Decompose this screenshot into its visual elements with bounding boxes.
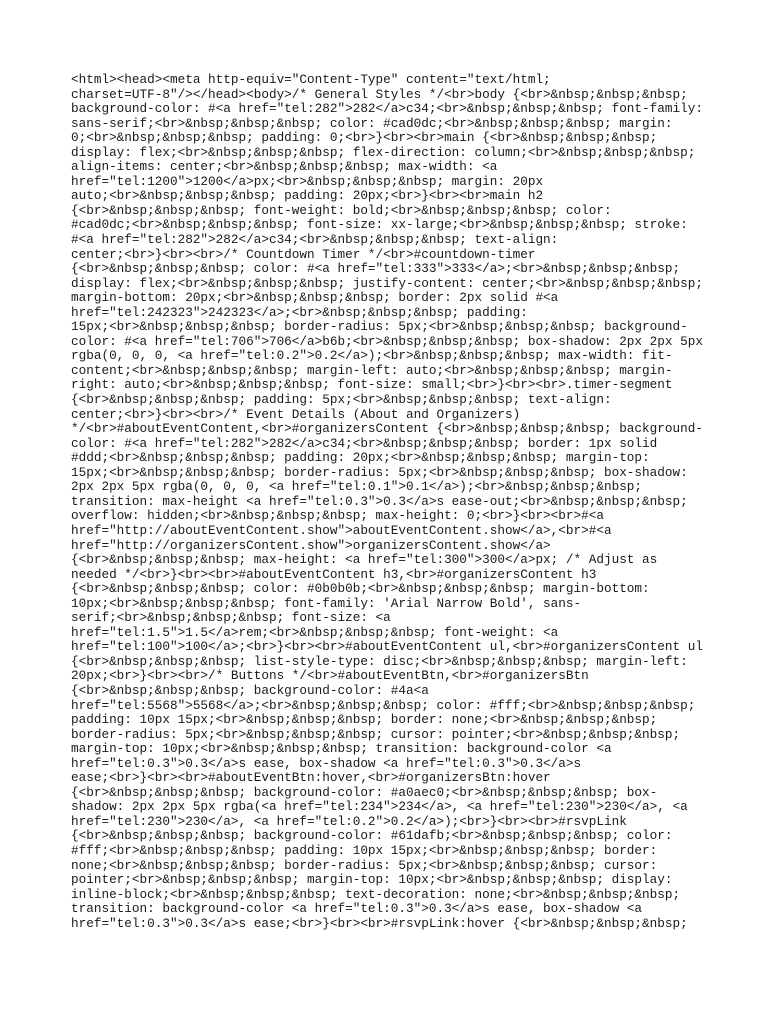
code-line: href="tel:0.3">0.3</a>s ease;<br>}<br><br>#rsvpLink:hover {<br>&nbsp;&nbsp;&nbsp; <box>71 915 688 931</box>
code-line: inline-block;<br>&nbsp;&nbsp;&nbsp; text-decoration: none;<br>&nbsp;&nbsp;&nbsp; <box>71 886 681 902</box>
code-line: right: auto;<br>&nbsp;&nbsp;&nbsp; font-size: small;<br>}<br><br>.timer-segment <box>71 377 673 393</box>
code-line: href="tel:100">100</a>;<br>}<br><br>#aboutEventContent ul,<br>#organizersContent ul <box>71 639 703 655</box>
code-line: {<br>&nbsp;&nbsp;&nbsp; background-color: #61dafb;<br>&nbsp;&nbsp;&nbsp; color: <box>71 828 673 844</box>
code-line: shadow: 2px 2px 5px rgba(<a href="tel:234">234</a>, <a href="tel:230">230</a>, <a <box>71 799 688 815</box>
code-line: content;<br>&nbsp;&nbsp;&nbsp; margin-left: auto;<br>&nbsp;&nbsp;&nbsp; margin- <box>71 362 673 378</box>
code-line: {<br>&nbsp;&nbsp;&nbsp; list-style-type: disc;<br>&nbsp;&nbsp;&nbsp; margin-left: <box>71 653 688 669</box>
code-line: transition: max-height <a href="tel:0.3">0.3</a>s ease-out;<br>&nbsp;&nbsp;&nbsp; <box>71 493 688 509</box>
code-line: pointer;<br>&nbsp;&nbsp;&nbsp; margin-top: 10px;<br>&nbsp;&nbsp;&nbsp; display: <box>71 872 673 888</box>
code-line: {<br>&nbsp;&nbsp;&nbsp; color: #0b0b0b;<br>&nbsp;&nbsp;&nbsp; margin-bottom: <box>71 581 650 597</box>
code-line: href="http://aboutEventContent.show">aboutEventContent.show</a>,<br>#<a <box>71 522 612 538</box>
code-line: auto;<br>&nbsp;&nbsp;&nbsp; padding: 20px;<br>}<br><br>main h2 <box>71 188 544 204</box>
code-line: overflow: hidden;<br>&nbsp;&nbsp;&nbsp; max-height: 0;<br>}<br><br>#<a <box>71 508 604 524</box>
code-line: */<br>#aboutEventContent,<br>#organizersContent {<br>&nbsp;&nbsp;&nbsp; background- <box>71 421 703 437</box>
code-line: serif;<br>&nbsp;&nbsp;&nbsp; font-size: <a <box>71 610 391 626</box>
code-line: 2px 2px 5px rgba(0, 0, 0, <a href="tel:0.1">0.1</a>);<br>&nbsp;&nbsp;&nbsp; <box>71 479 643 495</box>
code-line: {<br>&nbsp;&nbsp;&nbsp; background-color: #4a<a <box>71 682 429 698</box>
code-line: #fff;<br>&nbsp;&nbsp;&nbsp; padding: 10px 15px;<br>&nbsp;&nbsp;&nbsp; border: <box>71 842 658 858</box>
code-line: center;<br>}<br><br>/* Event Details (About and Organizers) <box>71 406 521 422</box>
code-line: charset=UTF-8"/></head><body>/* General Styles */<br>body {<br>&nbsp;&nbsp;&nbsp; <box>71 86 688 102</box>
code-line: center;<br>}<br><br>/* Countdown Timer */<br>#countdown-timer <box>71 246 536 262</box>
code-line: 15px;<br>&nbsp;&nbsp;&nbsp; border-radius: 5px;<br>&nbsp;&nbsp;&nbsp; background- <box>71 319 688 335</box>
code-line: align-items: center;<br>&nbsp;&nbsp;&nbsp; max-width: <a <box>71 159 498 175</box>
code-line: padding: 10px 15px;<br>&nbsp;&nbsp;&nbsp; border: none;<br>&nbsp;&nbsp;&nbsp; <box>71 712 658 728</box>
code-line: href="tel:230">230</a>, <a href="tel:0.2">0.2</a>);<br>}<br><br>#rsvpLink <box>71 813 627 829</box>
code-line: transition: background-color <a href="tel:0.3">0.3</a>s ease, box-shadow <a <box>71 901 643 917</box>
code-line: margin-bottom: 20px;<br>&nbsp;&nbsp;&nbsp; border: 2px solid #<a <box>71 290 559 306</box>
code-line: margin-top: 10px;<br>&nbsp;&nbsp;&nbsp; transition: background-color <a <box>71 741 612 757</box>
code-line: #cad0dc;<br>&nbsp;&nbsp;&nbsp; font-size: xx-large;<br>&nbsp;&nbsp;&nbsp; stroke: <box>71 217 688 233</box>
code-line: 20px;<br>}<br><br>/* Buttons */<br>#aboutEventBtn,<br>#organizersBtn <box>71 668 589 684</box>
code-line: 10px;<br>&nbsp;&nbsp;&nbsp; font-family: 'Arial Narrow Bold', sans- <box>71 595 582 611</box>
code-line: href="tel:1.5">1.5</a>rem;<br>&nbsp;&nbsp;&nbsp; font-weight: <a <box>71 624 559 640</box>
code-line: #ddd;<br>&nbsp;&nbsp;&nbsp; padding: 20px;<br>&nbsp;&nbsp;&nbsp; margin-top: <box>71 450 650 466</box>
code-line: border-radius: 5px;<br>&nbsp;&nbsp;&nbsp; cursor: pointer;<br>&nbsp;&nbsp;&nbsp; <box>71 726 681 742</box>
code-line: href="http://organizersContent.show">organizersContent.show</a> <box>71 537 551 553</box>
code-line: sans-serif;<br>&nbsp;&nbsp;&nbsp; color: #cad0dc;<br>&nbsp;&nbsp;&nbsp; margin: <box>71 115 673 131</box>
code-line: <html><head><meta http-equiv="Content-Type" content="text/html; <box>71 72 551 87</box>
code-line: color: #<a href="tel:706">706</a>b6b;<br>&nbsp;&nbsp;&nbsp; box-shadow: 2px 2px 5px <box>71 333 703 349</box>
code-line: background-color: #<a href="tel:282">282</a>c34;<br>&nbsp;&nbsp;&nbsp; font-family: <box>71 101 703 117</box>
code-line: #<a href="tel:282">282</a>c34;<br>&nbsp;&nbsp;&nbsp; text-align: <box>71 232 559 248</box>
code-line: href="tel:1200">1200</a>px;<br>&nbsp;&nbsp;&nbsp; margin: 20px <box>71 173 544 189</box>
code-line: href="tel:0.3">0.3</a>s ease, box-shadow <a href="tel:0.3">0.3</a>s <box>71 755 582 771</box>
code-line: {<br>&nbsp;&nbsp;&nbsp; background-color: #a0aec0;<br>&nbsp;&nbsp;&nbsp; box- <box>71 784 658 800</box>
code-line: {<br>&nbsp;&nbsp;&nbsp; color: #<a href="tel:333">333</a>;<br>&nbsp;&nbsp;&nbsp; <box>71 261 681 277</box>
code-line: needed */<br>}<br><br>#aboutEventContent h3,<br>#organizersContent h3 <box>71 566 597 582</box>
code-line: none;<br>&nbsp;&nbsp;&nbsp; border-radius: 5px;<br>&nbsp;&nbsp;&nbsp; cursor: <box>71 857 658 873</box>
code-line: {<br>&nbsp;&nbsp;&nbsp; max-height: <a href="tel:300">300</a>px; /* Adjust as <box>71 552 658 568</box>
code-line: 0;<br>&nbsp;&nbsp;&nbsp; padding: 0;<br>}<br><br>main {<br>&nbsp;&nbsp;&nbsp; <box>71 130 658 146</box>
code-text-block <box>71 73 711 931</box>
code-line: href="tel:5568">5568</a>;<br>&nbsp;&nbsp;&nbsp; color: #fff;<br>&nbsp;&nbsp;&nbsp; <box>71 697 696 713</box>
code-line: display: flex;<br>&nbsp;&nbsp;&nbsp; justify-content: center;<br>&nbsp;&nbsp;&nbsp; <box>71 275 703 291</box>
code-line: {<br>&nbsp;&nbsp;&nbsp; font-weight: bold;<br>&nbsp;&nbsp;&nbsp; color: <box>71 202 612 218</box>
code-line: display: flex;<br>&nbsp;&nbsp;&nbsp; flex-direction: column;<br>&nbsp;&nbsp;&nbsp; <box>71 144 696 160</box>
code-line: href="tel:242323">242323</a>;<br>&nbsp;&nbsp;&nbsp; padding: <box>71 304 528 320</box>
code-line: {<br>&nbsp;&nbsp;&nbsp; padding: 5px;<br>&nbsp;&nbsp;&nbsp; text-align: <box>71 392 612 408</box>
code-line: ease;<br>}<br><br>#aboutEventBtn:hover,<br>#organizersBtn:hover <box>71 770 551 786</box>
code-line: 15px;<br>&nbsp;&nbsp;&nbsp; border-radius: 5px;<br>&nbsp;&nbsp;&nbsp; box-shadow: <box>71 464 688 480</box>
code-line: color: #<a href="tel:282">282</a>c34;<br>&nbsp;&nbsp;&nbsp; border: 1px solid <box>71 435 658 451</box>
code-line: rgba(0, 0, 0, <a href="tel:0.2">0.2</a>);<br>&nbsp;&nbsp;&nbsp; max-width: fit- <box>71 348 673 364</box>
